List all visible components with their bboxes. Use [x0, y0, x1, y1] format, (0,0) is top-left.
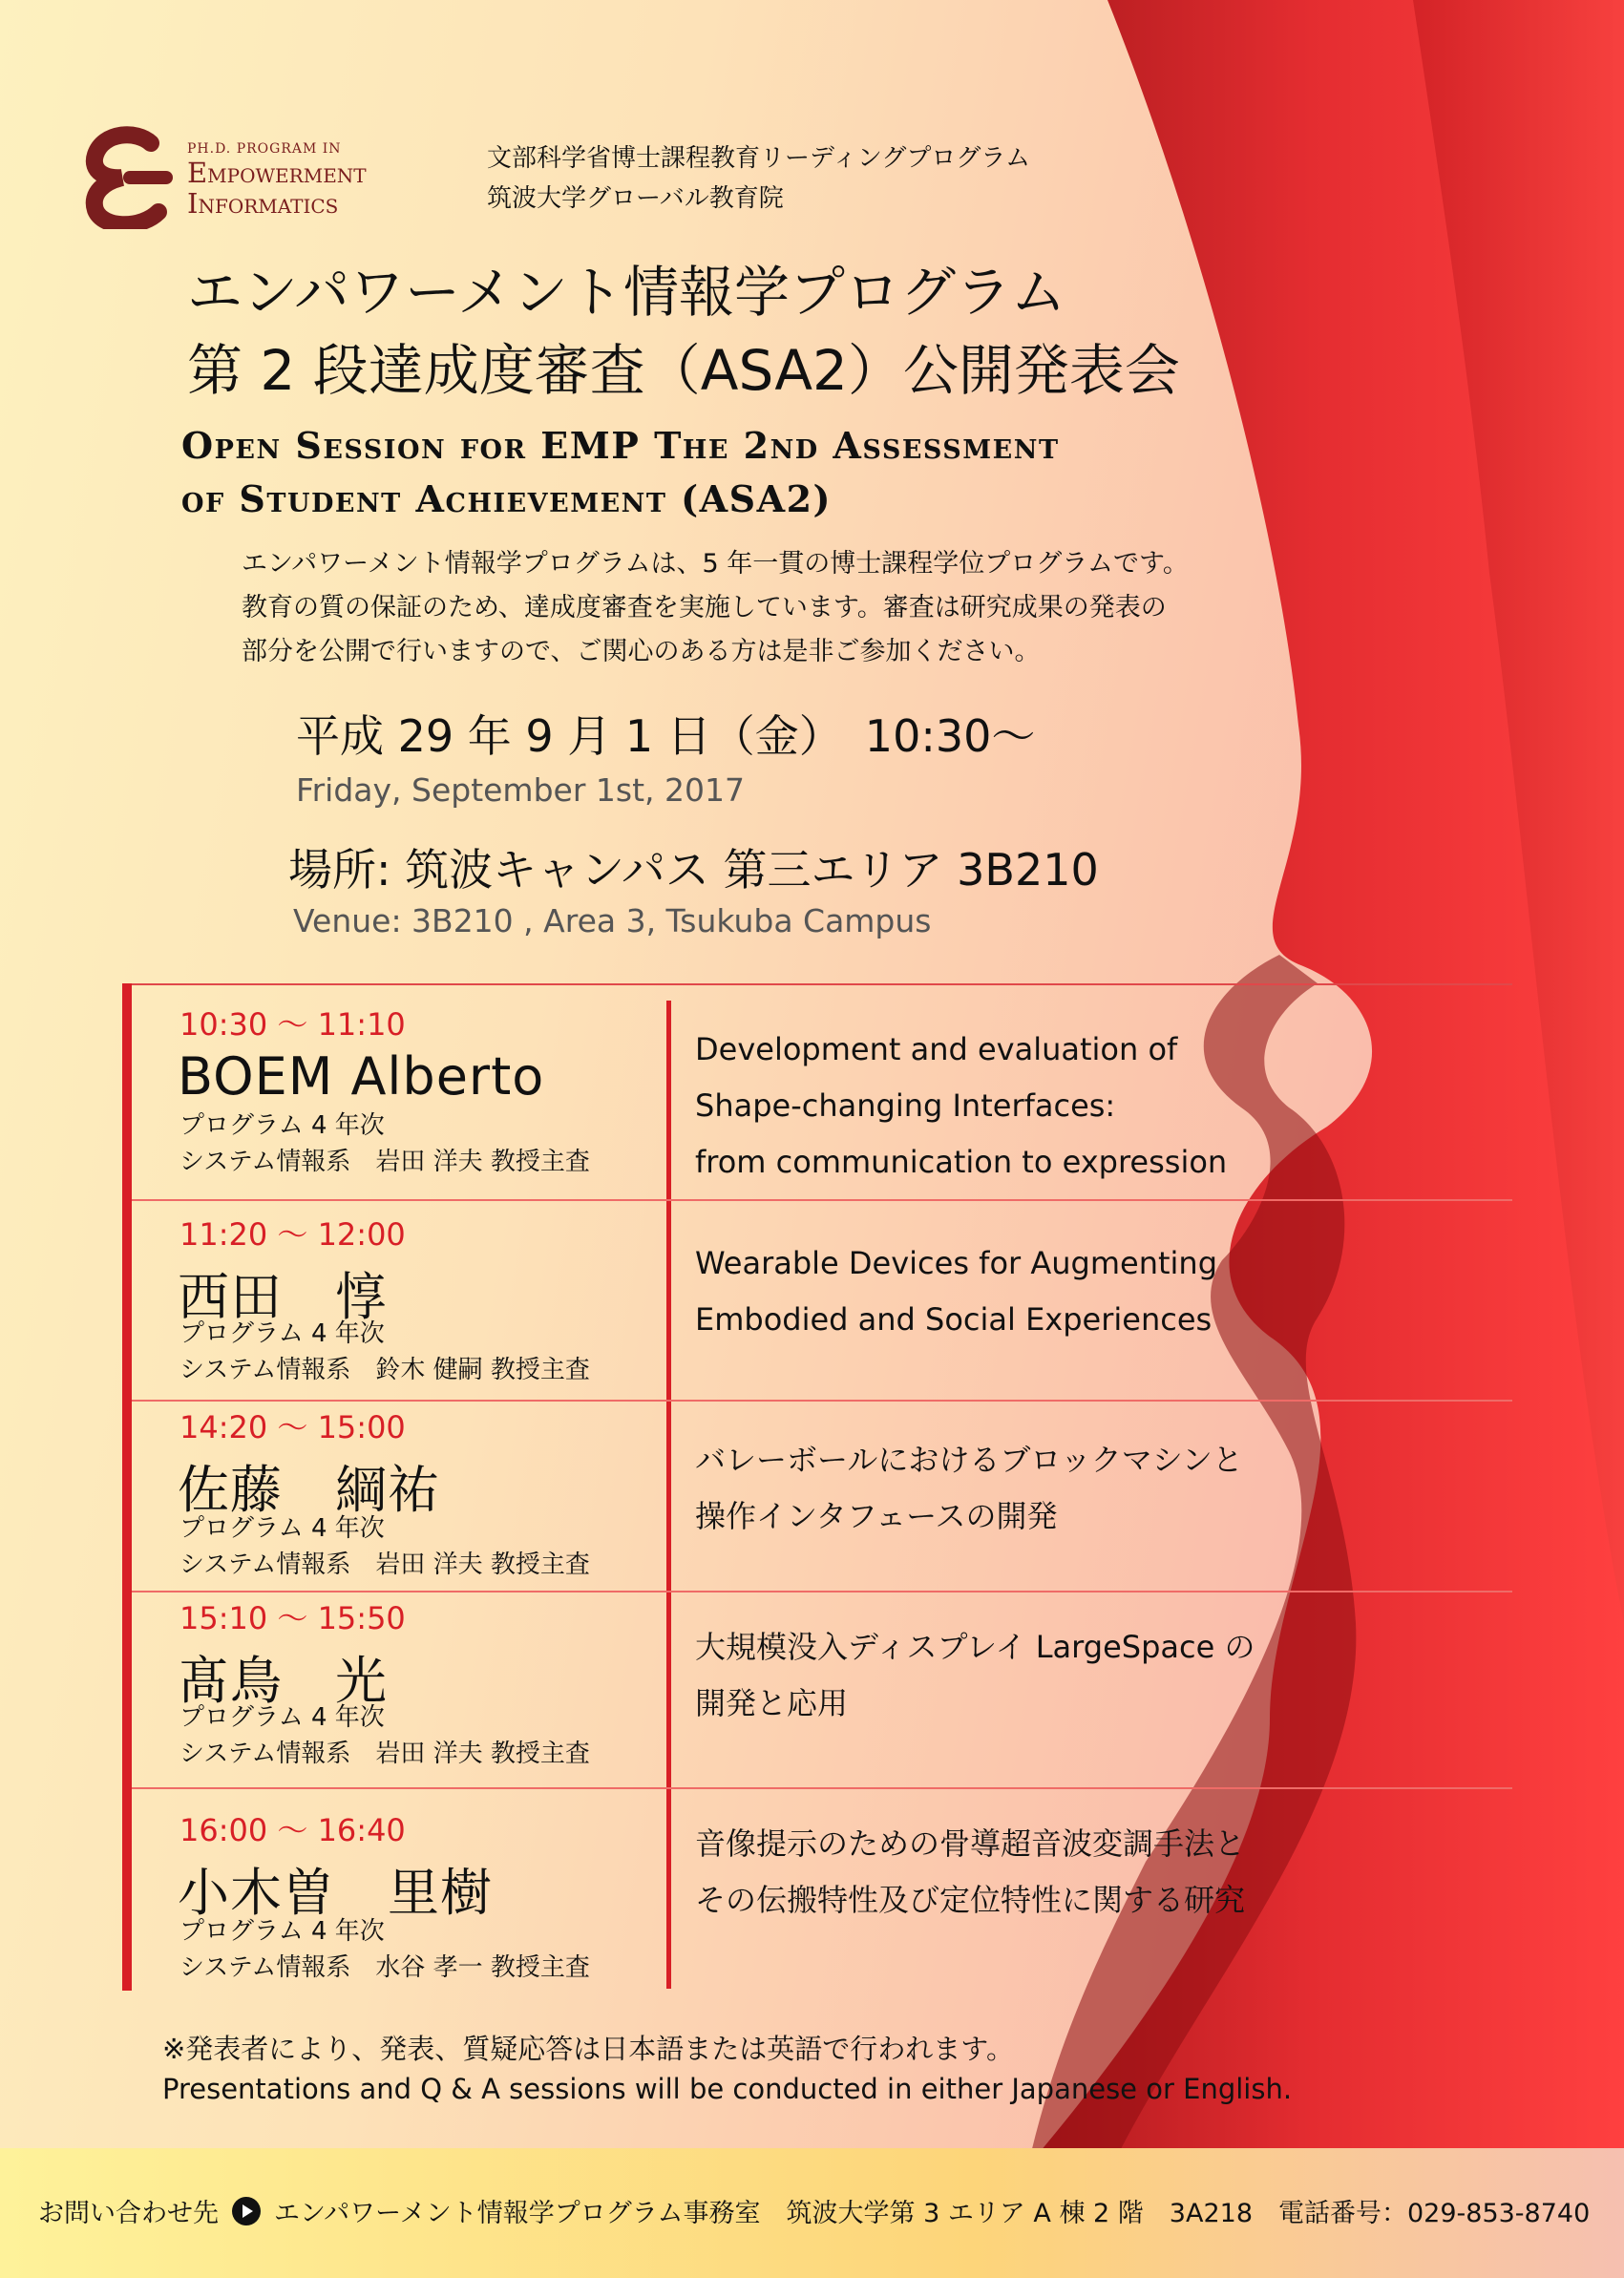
schedule-row: [132, 1201, 1512, 1402]
topic-line: 開発と応用: [695, 1685, 849, 1721]
presenter-name: 西田 惇: [178, 1267, 388, 1327]
event-venue-jp: 場所: 筑波キャンパス 第三エリア 3B210: [288, 844, 1099, 896]
title-en-line-1: Open Session for EMP The 2nd Assessment: [181, 424, 1060, 467]
event-date-jp: 平成 29 年 9 月 1 日（金） 10:30〜: [296, 710, 1036, 762]
session-topic: [695, 1619, 1255, 1732]
schedule-row: [132, 1402, 1512, 1592]
topic-line: 大規模没入ディスプレイ LargeSpace の: [695, 1629, 1255, 1665]
language-note-jp: ※発表者により、発表、質疑応答は日本語または英語で行われます。: [162, 2033, 1014, 2065]
session-time: 11:20 〜 12:00: [179, 1216, 406, 1253]
schedule-row: [132, 983, 1512, 1201]
intro-text: [242, 542, 1189, 674]
title-jp-line-2: 第 2 段達成度審査（ASA2）公開発表会: [187, 338, 1180, 403]
session-topic: [695, 1432, 1243, 1545]
intro-line-3: 部分を公開で行いますので、ご関心のある方は是非ご参加ください。: [242, 637, 1041, 666]
presenter-dept: システム情報系 岩田 洋夫 教授主査: [179, 1550, 590, 1579]
presenter-year: プログラム 4 年次: [179, 1703, 385, 1732]
schedule-left-bar: [122, 983, 132, 1991]
topic-line: Shape-changing Interfaces:: [695, 1087, 1116, 1124]
presenter-name: 佐藤 綱祐: [178, 1460, 440, 1520]
play-arrow-icon: [232, 2197, 261, 2225]
topic-line: Wearable Devices for Augmenting: [695, 1245, 1217, 1281]
presenter-name: 小木曽 里樹: [178, 1863, 493, 1923]
logo-line-1: Empowerment: [187, 157, 367, 189]
presenter-year: プログラム 4 年次: [179, 1111, 385, 1140]
presenter-year: プログラム 4 年次: [179, 1319, 385, 1348]
topic-line: その伝搬特性及び定位特性に関する研究: [695, 1882, 1246, 1918]
session-time: 16:00 〜 16:40: [179, 1812, 406, 1848]
presenter-dept: システム情報系 水谷 孝一 教授主査: [179, 1953, 590, 1982]
presenter-name: BOEM Alberto: [178, 1046, 545, 1107]
session-time: 10:30 〜 11:10: [179, 1006, 406, 1043]
session-time: 14:20 〜 15:00: [179, 1409, 406, 1445]
contact-label: お問い合わせ先: [38, 2199, 219, 2228]
event-venue-en: Venue: 3B210 , Area 3, Tsukuba Campus: [293, 902, 932, 939]
intro-line-1: エンパワーメント情報学プログラムは、5 年一貫の博士課程学位プログラムです。: [242, 549, 1189, 579]
presenter-dept: システム情報系 鈴木 健嗣 教授主査: [179, 1356, 590, 1384]
presenter-dept: システム情報系 岩田 洋夫 教授主査: [179, 1148, 590, 1176]
session-time: 15:10 〜 15:50: [179, 1600, 406, 1636]
schedule-row: [132, 1789, 1512, 1991]
topic-line: バレーボールにおけるブロックマシンと: [695, 1442, 1243, 1478]
presenter-dept: システム情報系 岩田 洋夫 教授主査: [179, 1740, 590, 1768]
session-topic: [695, 1235, 1217, 1348]
language-note: [162, 2029, 1292, 2109]
schedule-row: [132, 1592, 1512, 1789]
empowerment-logo-icon: [84, 126, 176, 229]
presenter-name: 髙鳥 光: [178, 1651, 388, 1711]
topic-line: 操作インタフェースの開発: [695, 1498, 1058, 1534]
presenter-year: プログラム 4 年次: [179, 1917, 385, 1946]
event-date-en: Friday, September 1st, 2017: [296, 771, 745, 809]
contact-info: [38, 2192, 1590, 2229]
topic-line: Development and evaluation of: [695, 1031, 1178, 1067]
logo-small-text: PH.D. PROGRAM IN: [187, 141, 342, 157]
org-line-1: 文部科学省博士課程教育リーディングプログラム: [487, 144, 1031, 173]
presenter-year: プログラム 4 年次: [179, 1514, 385, 1543]
logo-line-2: Informatics: [187, 187, 339, 220]
topic-line: 音像提示のための骨導超音波変調手法と: [695, 1825, 1246, 1862]
org-line-2: 筑波大学グローバル教育院: [487, 184, 784, 213]
topic-line: from communication to expression: [695, 1144, 1228, 1180]
session-topic: [695, 1022, 1227, 1191]
title-jp-line-1: エンパワーメント情報学プログラム: [187, 260, 1066, 325]
intro-line-2: 教育の質の保証のため、達成度審査を実施しています。審査は研究成果の発表の: [242, 593, 1167, 622]
language-note-en: Presentations and Q & A sessions will be conducted in either Japanese or English.: [162, 2073, 1293, 2105]
title-en-line-2: of Student Achievement (ASA2): [181, 477, 832, 520]
session-topic: [695, 1816, 1245, 1929]
schedule-table: [122, 983, 1512, 1991]
topic-line: Embodied and Social Experiences: [695, 1301, 1213, 1338]
contact-office: エンパワーメント情報学プログラム事務室 筑波大学第 3 エリア A 棟 2 階 3A218 電話番号：029-853-8740: [274, 2199, 1591, 2228]
